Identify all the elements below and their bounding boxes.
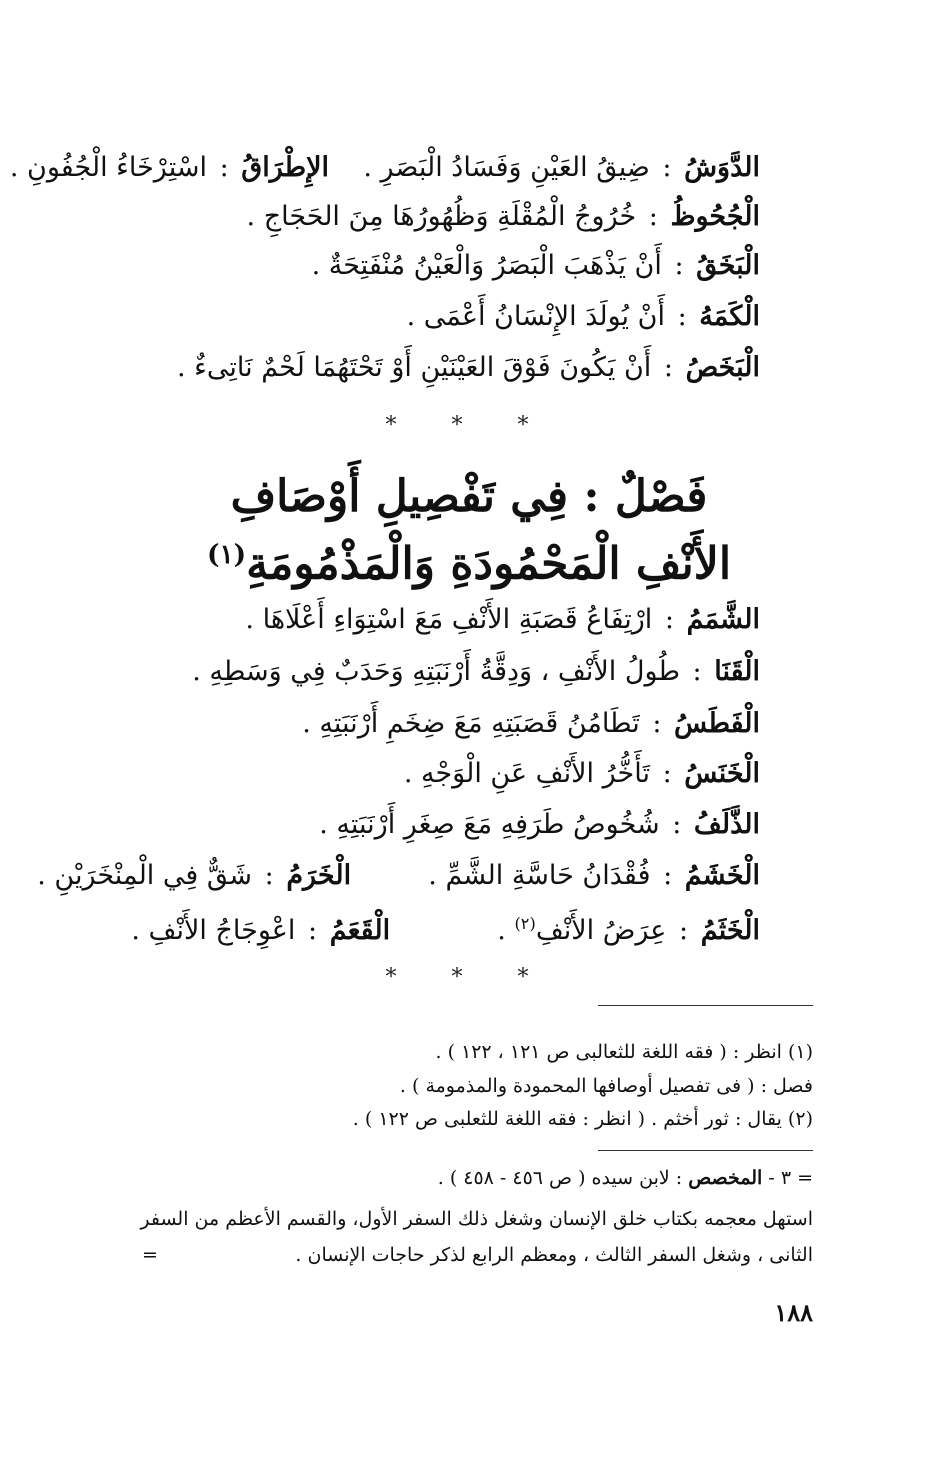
entry-end-mark: . xyxy=(497,915,506,946)
entry-definition: أَنْ يَذْهَبَ الْبَصَرُ وَالْعَيْنُ مُنْفَتِحَةٌ . xyxy=(311,250,662,281)
nose-entry-5: الذَّلَفُ : شُخُوصُ طَرَفِهِ مَعَ صِغَرِ أَرْنَبَتِهِ . xyxy=(319,809,760,840)
entry-term: الْجُحُوظُ xyxy=(670,201,760,232)
entry-term: الْكَمَهُ xyxy=(699,301,760,332)
continuation-mark: = xyxy=(142,1244,158,1266)
entry-definition: اعْوِجَاجُ الأَنْفِ . xyxy=(131,915,296,946)
entry-definition: خُرُوجُ الْمُقْلَةِ وَظُهُورُهَا مِنَ الحَجَاجِ . xyxy=(246,201,637,232)
section-separator: * * * xyxy=(385,965,553,990)
paired-entry-row-1: الْخَشَمُ : فُقْدَانُ حَاسَّةِ الشَّمِّ . الْخَرَمُ : شَقٌّ فِي الْمِنْخَرَيْنِ . xyxy=(37,860,760,891)
entry-term: الْبَخَقُ xyxy=(696,250,760,281)
footnote-rule xyxy=(598,1005,813,1006)
entry-definition: أَنْ يَكُونَ فَوْقَ العَيْنَيْنِ أَوْ تَحْتَهُمَا لَحْمٌ نَاتِىءٌ . xyxy=(176,352,652,383)
section-heading-line-1: فَصْلٌ : فِي تَفْصِيلِ أَوْصَافِ xyxy=(230,471,708,522)
entry-definition: فُقْدَانُ حَاسَّةِ الشَّمِّ . xyxy=(428,860,651,891)
page-number: ١٨٨ xyxy=(774,1298,813,1327)
nose-entry-1: الشَّمَمُ : ارْتِفَاعُ قَصَبَةِ الأَنْفِ مَعَ اسْتِوَاءِ أَعْلَاهَا . xyxy=(245,604,760,635)
continuation-text: : لابن سيده ( ص ٤٥٦ - ٤٥٨ ) . xyxy=(437,1167,683,1189)
nose-entry-4: الْخَنَسُ : تَأَخُّرُ الأَنْفِ عَنِ الْوَجْهِ . xyxy=(403,758,760,789)
footnote-ref: (١) xyxy=(206,539,247,570)
entry-definition: أَنْ يُولَدَ الإِنْسَانُ أَعْمَى . xyxy=(406,301,665,332)
entry-line-2: الْجُحُوظُ : خُرُوجُ الْمُقْلَةِ وَظُهُورُهَا مِنَ الحَجَاجِ . xyxy=(246,201,760,232)
entry-term: الدَّوَشُ xyxy=(684,152,760,183)
entry-definition: طُولُ الأَنْفِ ، وَدِقَّةُ أَرْنَبَتِهِ وَحَدَبٌ فِي وَسَطِهِ . xyxy=(192,656,680,687)
entry-term: الْقَعَمُ xyxy=(329,915,391,946)
section-heading-line-2 xyxy=(0,526,938,594)
entry-term: الْخَشَمُ xyxy=(684,860,760,891)
section-heading-text: الأَنْفِ الْمَحْمُودَةِ وَالْمَذْمُومَةِ xyxy=(246,538,732,590)
entry-definition: تَأَخُّرُ الأَنْفِ عَنِ الْوَجْهِ . xyxy=(403,758,650,789)
entry-term: الْفَطَسُ xyxy=(674,708,760,739)
footnote-2: (٢) يقال : ثور أخثم . ( انظر : فقه اللغة للثعلبى ص ١٢٢ ) . xyxy=(352,1108,813,1130)
entry-definition: ارْتِفَاعُ قَصَبَةِ الأَنْفِ مَعَ اسْتِوَاءِ أَعْلَاهَا . xyxy=(245,604,653,635)
nose-entry-3: الْفَطَسُ : تَطَامُنُ قَصَبَتِهِ مَعَ ضِخَمِ أَرْنَبَتِهِ . xyxy=(302,708,760,739)
nose-entry-2: الْقَنَا : طُولُ الأَنْفِ ، وَدِقَّةُ أَرْنَبَتِهِ وَحَدَبٌ فِي وَسَطِهِ . xyxy=(192,656,760,687)
entry-term: الْبَخَصُ xyxy=(685,352,760,383)
continuation-line-3: الثانى ، وشغل السفر الثالث ، ومعظم الرابع لذكر حاجات الإنسان . xyxy=(295,1244,813,1266)
entry-line-3: الْبَخَقُ : أَنْ يَذْهَبَ الْبَصَرُ وَالْعَيْنُ مُنْفَتِحَةٌ . xyxy=(311,250,760,281)
entry-definition: شُخُوصُ طَرَفِهِ مَعَ صِغَرِ أَرْنَبَتِهِ . xyxy=(319,809,660,840)
footnote-rule xyxy=(598,1150,813,1151)
continuation-line-2: استهل معجمه بكتاب خلق الإنسان وشغل ذلك السفر الأول، والقسم الأعظم من السفر xyxy=(140,1208,813,1230)
entry-definition: تَطَامُنُ قَصَبَتِهِ مَعَ ضِخَمِ أَرْنَبَتِهِ . xyxy=(302,708,640,739)
continuation-prefix: = ٣ - xyxy=(768,1167,813,1189)
entry-line-5: الْبَخَصُ : أَنْ يَكُونَ فَوْقَ العَيْنَيْنِ أَوْ تَحْتَهُمَا لَحْمٌ نَاتِىءٌ . xyxy=(176,352,760,383)
entry-term: الشَّمَمُ xyxy=(686,604,760,635)
continuation-title: المخصص xyxy=(688,1167,763,1189)
footnote-1-cont: فصل : ( فى تفصيل أوصافها المحمودة والمذمومة ) . xyxy=(399,1075,813,1097)
footnote-ref: (٢) xyxy=(514,914,536,933)
entry-definition: عِرَضُ الأَنْفِ xyxy=(535,915,667,946)
continuation-line-1 xyxy=(438,1163,813,1193)
entry-term: الْخَرَمُ xyxy=(286,860,352,891)
entry-term: الإِطْرَاقُ xyxy=(241,152,330,183)
section-separator: * * * xyxy=(385,413,553,438)
entry-line-1: الدَّوَشُ : ضِيقُ العَيْنِ وَفَسَادُ الْبَصَرِ . الإِطْرَاقُ : اسْتِرْخَاءُ الْجُفُونِ . xyxy=(9,152,760,183)
paired-entry-row-2: الْخَثَمُ : عِرَضُ الأَنْفِ$^{(٢)}$ . الْقَعَمُ : اعْوِجَاجُ الأَنْفِ . xyxy=(131,914,760,946)
footnote-1: (١) انظر : ( فقه اللغة للثعالبى ص ١٢١ ، ١٢٢ ) . xyxy=(435,1041,813,1063)
entry-term: الْخَثَمُ xyxy=(700,915,760,946)
entry-definition: ضِيقُ العَيْنِ وَفَسَادُ الْبَصَرِ . xyxy=(363,152,650,183)
entry-definition: اسْتِرْخَاءُ الْجُفُونِ . xyxy=(9,152,207,183)
entry-term: الْقَنَا xyxy=(714,656,760,687)
entry-term: الْخَنَسُ xyxy=(684,758,760,789)
entry-term: الذَّلَفُ xyxy=(693,809,760,840)
entry-line-4: الْكَمَهُ : أَنْ يُولَدَ الإِنْسَانُ أَعْمَى . xyxy=(406,301,760,332)
entry-definition: شَقٌّ فِي الْمِنْخَرَيْنِ . xyxy=(37,860,253,891)
